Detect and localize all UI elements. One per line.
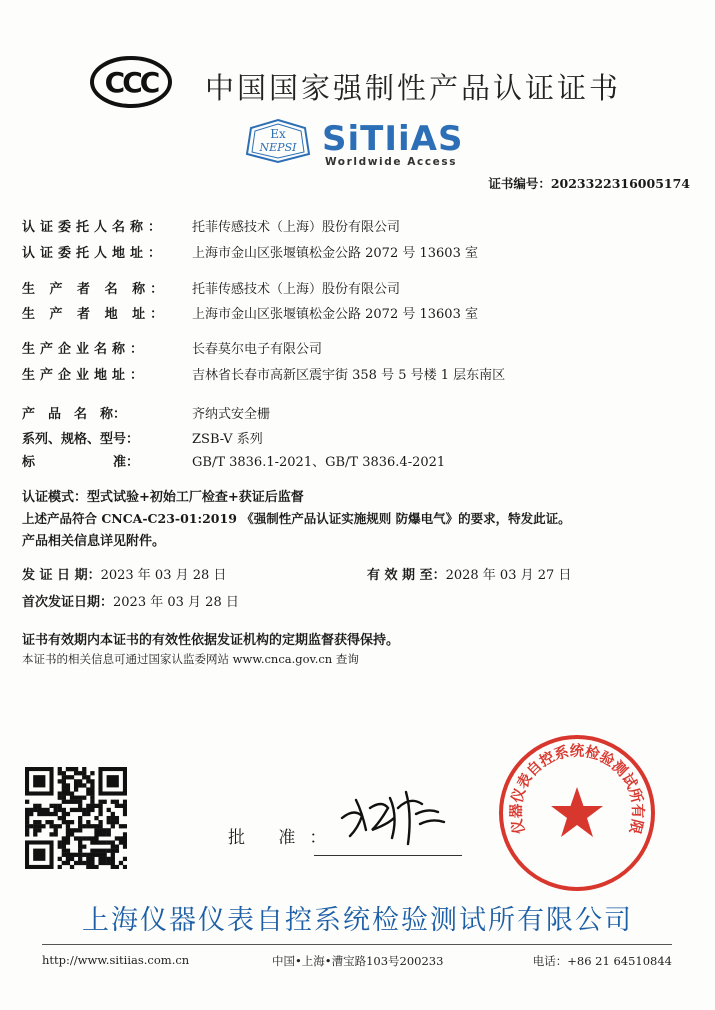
field-value: 上海市金山区张堰镇松金公路 2072 号 13603 室: [192, 246, 478, 261]
field-manufacturer-name: [22, 278, 400, 297]
svg-text:NEPSI: NEPSI: [259, 141, 297, 154]
first-issue-label: 首次发证日期：: [22, 595, 114, 610]
issue-date-row: [22, 564, 226, 583]
ccc-logo: [90, 56, 172, 108]
field-label: 认证委托人名称：: [22, 220, 167, 235]
footer-phone: 电话：+86 21 64510844: [532, 954, 672, 968]
seal-text: 仪器仪表自控系统检验测试所有限: [508, 743, 646, 836]
valid-until-row: [367, 564, 571, 583]
field-value: GB/T 3836.1-2021、GB/T 3836.4-2021: [192, 455, 446, 470]
cert-number-label: 证书编号：: [488, 176, 551, 191]
conformity-statement: 上述产品符合 CNCA-C23-01:2019 《强制性产品认证实施规则 防爆电气》的要求，特发此证。: [22, 511, 571, 526]
field-label: 生产企业地址：: [22, 368, 149, 383]
brand-tagline: Worldwide Access: [325, 156, 458, 168]
footer-address: 中国•上海•漕宝路103号200233: [272, 954, 444, 968]
attachment-note: 产品相关信息详见附件。: [22, 534, 166, 549]
field-value: 齐纳式安全栅: [192, 407, 271, 422]
field-label: 系列、规格、型号：: [22, 432, 140, 447]
first-issue-value: 2023 年 03 月 28 日: [113, 595, 239, 610]
issue-date-value: 2023 年 03 月 28 日: [100, 568, 227, 583]
field-label: 生 产 者 地 址：: [22, 307, 169, 322]
qr-code: [25, 767, 127, 869]
field-manufacturer-address: [22, 303, 478, 322]
footer-divider: [42, 944, 672, 945]
field-value: 托菲传感技术（上海）股份有限公司: [192, 282, 401, 297]
valid-until-value: 2028 年 03 月 27 日: [445, 568, 572, 583]
certification-mode: 认证模式：型式试验+初始工厂检查+获证后监督: [22, 490, 304, 505]
sitiias-logo: [322, 119, 464, 168]
field-value: 托菲传感技术（上海）股份有限公司: [192, 220, 401, 235]
brand-name: SiTIiAS: [322, 119, 464, 159]
footer-url[interactable]: http://www.sitiias.com.cn: [42, 953, 190, 967]
field-value: 吉林省长春市高新区震宇街 358 号 5 号楼 1 层东南区: [192, 368, 506, 383]
field-value: 长春莫尔电子有限公司: [192, 342, 323, 357]
field-label: 生 产 者 名 称：: [22, 282, 169, 297]
field-value: 上海市金山区张堰镇松金公路 2072 号 13603 室: [192, 307, 478, 322]
first-issue-row: [22, 591, 239, 610]
field-model: [22, 428, 263, 447]
approval-label: 批 准：: [228, 828, 341, 848]
field-label: 认证委托人地址：: [22, 246, 167, 261]
field-label: 产 品 名 称：: [22, 407, 127, 422]
field-label: 生产企业名称：: [22, 342, 149, 357]
field-factory-name: [22, 338, 322, 357]
validity-note: 证书有效期内本证书的有效性依据发证机构的定期监督获得保持。: [22, 633, 400, 648]
ccc-logo-text: CCC: [104, 66, 158, 99]
page-title: 中国国家强制性产品认证证书: [205, 71, 622, 105]
valid-until-label: 有 效 期 至：: [367, 568, 446, 583]
field-product-name: [22, 403, 270, 422]
lookup-note: 本证书的相关信息可通过国家认监委网站 www.cnca.gov.cn 查询: [22, 652, 359, 666]
issuing-organization: 上海仪器仪表自控系统检验测试所有限公司: [82, 905, 633, 936]
field-factory-address: [22, 364, 505, 383]
field-client-name: [22, 216, 400, 235]
field-label: 标 准：: [22, 455, 140, 470]
field-client-address: [22, 242, 478, 261]
certificate-number: [488, 174, 690, 192]
field-standard: [22, 451, 445, 470]
signature: [332, 778, 452, 848]
cert-number-value: 2023322316005174: [550, 176, 690, 191]
signature-line: [314, 855, 462, 856]
official-seal: [497, 733, 657, 893]
ex-nepsi-logo: [243, 118, 313, 164]
issue-date-label: 发 证 日 期：: [22, 568, 101, 583]
svg-text:Ex: Ex: [270, 127, 286, 141]
field-value: ZSB-V 系列: [192, 432, 263, 447]
